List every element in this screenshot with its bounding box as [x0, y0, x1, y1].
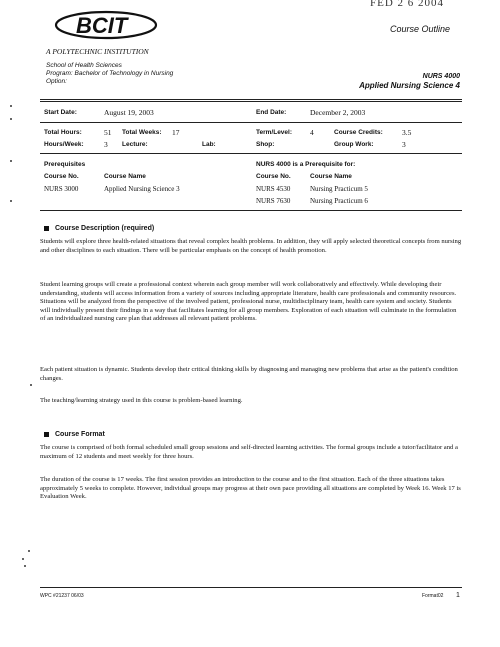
credits-label: Course Credits:	[334, 129, 383, 136]
prereq-row-name: Applied Nursing Science 3	[104, 185, 180, 193]
scan-speck	[10, 160, 12, 162]
description-paragraph: Students will explore three health-related situations that reveal complex health problems. In addition, they will apply selected theoretical concepts from nursing and other disciplines to each situation. There will be particular emphasis on the concept of health promotion.	[40, 238, 462, 254]
description-paragraph: The teaching/learning strategy used in this course is problem-based learning.	[40, 397, 243, 404]
option-label: Option:	[46, 78, 67, 85]
institution-tagline: A POLYTECHNIC INSTITUTION	[46, 47, 149, 56]
hours-week-label: Hours/Week:	[44, 141, 84, 148]
school-block	[46, 62, 173, 86]
term-label: Term/Level:	[256, 129, 293, 136]
credits-value: 3.5	[402, 128, 412, 137]
start-date-label: Start Date:	[44, 109, 77, 116]
start-date-value: August 19, 2003	[104, 108, 154, 117]
scan-speck	[10, 200, 12, 202]
course-code: NURS 4000	[422, 73, 460, 80]
group-work-value: 3	[402, 140, 406, 149]
hours-week-value: 3	[104, 140, 108, 149]
prereq-row-no: NURS 3000	[44, 185, 79, 193]
divider	[40, 153, 462, 154]
bullet-square-icon	[44, 226, 49, 231]
divider	[40, 99, 462, 100]
prereq-for-row-name: Nursing Practicum 5	[310, 185, 368, 193]
footer-format: Format02	[422, 593, 444, 599]
total-hours-value: 51	[104, 128, 112, 137]
scan-speck	[10, 118, 12, 120]
school-name: School of Health Sciences	[46, 62, 122, 69]
description-paragraph: Student learning groups will create a professional context wherein each group member will work collaboratively and effectively. While developing their understanding, students will access information from a variety of sources including appropriate literature, health care professionals and community resources. Situations will be analyzed from the perspective of the involved patient, professional nurse, multidisciplinary team, health care system and society. Students will individually present their findings in a way that facilitates learning for all group members. Exploration of each situation will culminate in the formulation of an individualized nursing care plan that addresses all relevant patient problems.	[40, 281, 457, 323]
shop-label: Shop:	[256, 141, 275, 148]
prereq-heading: Prerequisites	[44, 161, 86, 168]
scan-speck	[30, 384, 32, 386]
lecture-label: Lecture:	[122, 141, 148, 148]
prereq-for-col-name: Course Name	[310, 173, 352, 180]
course-code-block	[359, 72, 460, 90]
bullet-square-icon	[44, 432, 49, 437]
received-stamp: FED 2 6 2004	[370, 0, 445, 9]
doc-title: Course Outline	[390, 24, 451, 34]
description-heading: Course Description (required)	[44, 225, 154, 232]
scan-speck	[28, 550, 30, 552]
scan-speck	[24, 565, 26, 567]
format-paragraph: The duration of the course is 17 weeks. The first session provides an introduction to the course and to the first situation. Each of the three situations takes approximately 5 weeks to complete. However, individual groups may progress at their own pace providing all situations are completed by Week 16. Week 17 is Evaluation Week.	[40, 476, 461, 501]
divider	[40, 210, 462, 211]
description-paragraph: Each patient situation is dynamic. Students develop their critical thinking skills by diagnosing and managing new problems that arise as the patient's condition changes.	[40, 366, 458, 382]
total-weeks-value: 17	[172, 128, 180, 137]
prereq-for-row-no: NURS 7630	[256, 197, 291, 205]
prereq-for-col-no: Course No.	[256, 173, 291, 180]
footer-form-id: WPC #21237 06/03	[40, 593, 84, 599]
scan-speck	[10, 105, 12, 107]
total-hours-label: Total Hours:	[44, 129, 82, 136]
logo-text: BCIT	[76, 13, 128, 38]
scan-speck	[22, 558, 24, 560]
end-date-value: December 2, 2003	[310, 108, 366, 117]
format-heading: Course Format	[44, 431, 105, 438]
prereq-col-no: Course No.	[44, 173, 79, 180]
lab-label: Lab:	[202, 141, 216, 148]
divider	[40, 101, 462, 102]
prereq-col-name: Course Name	[104, 173, 146, 180]
format-paragraph: The course is comprised of both formal scheduled small group sessions and self-directed learning activities. The formal groups include a tutor/facilitator and a maximum of 12 students and meet weekly for three hours.	[40, 444, 458, 460]
page-number: 1	[456, 592, 460, 599]
course-title: Applied Nursing Science 4	[359, 81, 460, 90]
prereq-for-row-name: Nursing Practicum 6	[310, 197, 368, 205]
term-value: 4	[310, 128, 314, 137]
divider	[40, 122, 462, 123]
program-name: Program: Bachelor of Technology in Nursing	[46, 70, 174, 77]
prereq-for-heading: NURS 4000 is a Prerequisite for:	[256, 161, 356, 168]
prereq-for-row-no: NURS 4530	[256, 185, 291, 193]
total-weeks-label: Total Weeks:	[122, 129, 162, 136]
footer-divider	[40, 587, 462, 588]
group-work-label: Group Work:	[334, 141, 374, 148]
bcit-logo	[54, 9, 164, 43]
end-date-label: End Date:	[256, 109, 287, 116]
